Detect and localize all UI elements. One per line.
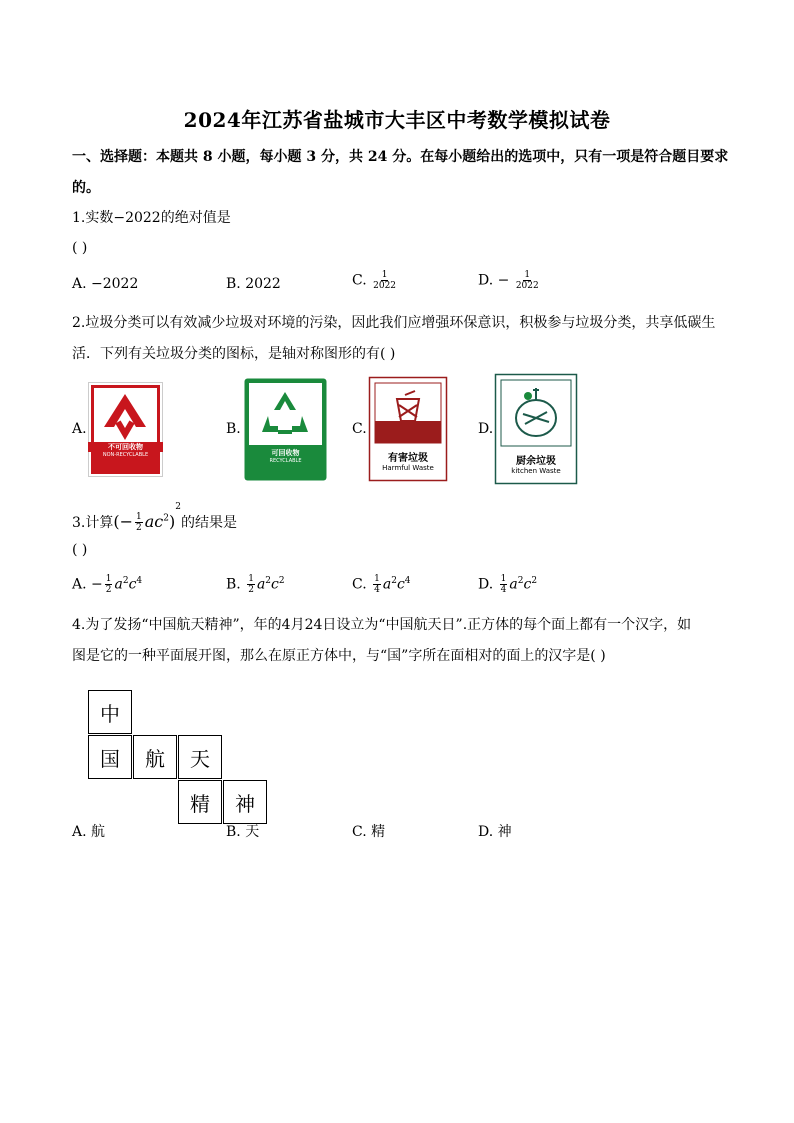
q3-option-b: B. $\frac{1}{2}$ $a^2c^2$ — [226, 574, 285, 595]
icon-a-cn-label: 不可回收物 — [88, 442, 163, 452]
icon-b-cn-label: 可回收物 — [271, 449, 300, 457]
q1-option-d — [478, 270, 541, 291]
page-title: 2024年江苏省盐城市大丰区中考数学模拟试卷 — [183, 108, 611, 132]
q3-option-a-label: A. — [72, 576, 87, 593]
q2-option-c-label: C. — [352, 421, 367, 437]
q4-option-d: D. 神 — [478, 824, 512, 840]
q3-option-d-label: D. — [478, 576, 494, 593]
q2-stem-line1: 2.垃圾分类可以有效减少垃圾对环境的污染，因此我们应增强环保意识，积极参与垃圾分类，共享低碳生 — [72, 315, 716, 331]
q1-option-d-prefix: D. − — [478, 272, 510, 289]
net-cell-zhong: 中 — [88, 690, 132, 734]
q1-option-c-prefix: C. — [352, 272, 367, 289]
icon-harmful-waste — [369, 377, 447, 481]
q4-stem-line2: 图是它的一种平面展开图，那么在原正方体中，与“国”字所在面相对的面上的汉字是( ) — [72, 648, 606, 664]
icon-non-recyclable — [88, 382, 163, 477]
q4-option-c: C. 精 — [352, 824, 386, 840]
q3-option-d: D. $\frac{1}{4}$ $a^2c^2$ — [478, 574, 538, 595]
q3-stem — [72, 502, 237, 533]
q3-option-a: A. − $\frac{1}{2}$ $a^2c^4$ — [72, 574, 143, 595]
q1-option-c — [352, 270, 398, 291]
q3-option-c-label: C. — [352, 576, 367, 593]
section-heading-line2: 的。 — [72, 180, 100, 196]
icon-a-en-label: NON-RECYCLABLE — [102, 452, 149, 458]
icon-d-en-label: kitchen Waste — [511, 467, 561, 475]
net-cell-hang: 航 — [133, 735, 177, 779]
q3-stem-prefix: 3.计算 — [72, 515, 114, 531]
q1-option-c-fraction — [373, 270, 396, 291]
q1-d-numerator: 1 — [524, 270, 531, 280]
q1-paren: ( ) — [72, 240, 88, 256]
icon-c-en-label: Harmful Waste — [382, 464, 434, 472]
net-cell-tian: 天 — [178, 735, 222, 779]
icon-kitchen-waste — [495, 374, 577, 484]
cube-net-figure — [88, 690, 255, 816]
q3-stem-suffix: 的结果是 — [180, 515, 237, 531]
q2-option-d-label: D. — [478, 421, 494, 437]
icon-b-en-label: RECYCLABLE — [269, 458, 302, 464]
q3-option-c: C. $\frac{1}{4}$ $a^2c^4$ — [352, 574, 411, 595]
net-cell-jing: 精 — [178, 780, 222, 824]
q4-option-a: A. 航 — [72, 824, 106, 840]
q2-option-b-label: B. — [226, 421, 241, 437]
q1-stem: 1.实数−2022的绝对值是 — [72, 210, 231, 226]
icon-c-cn-label: 有害垃圾 — [388, 453, 428, 464]
q2-stem-line2: 活．下列有关垃圾分类的图标，是轴对称图形的有( ) — [72, 346, 396, 362]
section-heading-line1: 一、选择题：本题共 8 小题，每小题 3 分，共 24 分。在每小题给出的选项中，只有一项是符合题目要求 — [72, 149, 729, 165]
q1-c-denominator: 2022 — [373, 281, 397, 291]
q1-option-b: B. 2022 — [226, 276, 281, 292]
q2-option-a-label: A. — [72, 421, 87, 437]
q1-option-a: A. −2022 — [72, 276, 139, 292]
q1-c-numerator: 1 — [381, 270, 388, 280]
q1-option-d-fraction — [516, 270, 539, 291]
q3-option-b-label: B. — [226, 576, 241, 593]
icon-recyclable — [244, 378, 327, 481]
icon-d-cn-label: 厨余垃圾 — [516, 456, 556, 467]
q3-paren: ( ) — [72, 542, 88, 558]
q1-d-denominator: 2022 — [515, 281, 539, 291]
q4-stem-line1: 4.为了发扬“中国航天精神”，年的4月24日设立为“中国航天日”.正方体的每个面上都有一个汉字，如 — [72, 617, 692, 633]
net-cell-guo: 国 — [88, 735, 132, 779]
net-cell-shen: 神 — [223, 780, 267, 824]
q4-option-b: B. 天 — [226, 824, 260, 840]
q3-expression: (− $\frac{1}{2}$ $ac^2)^2$ — [113, 502, 181, 533]
